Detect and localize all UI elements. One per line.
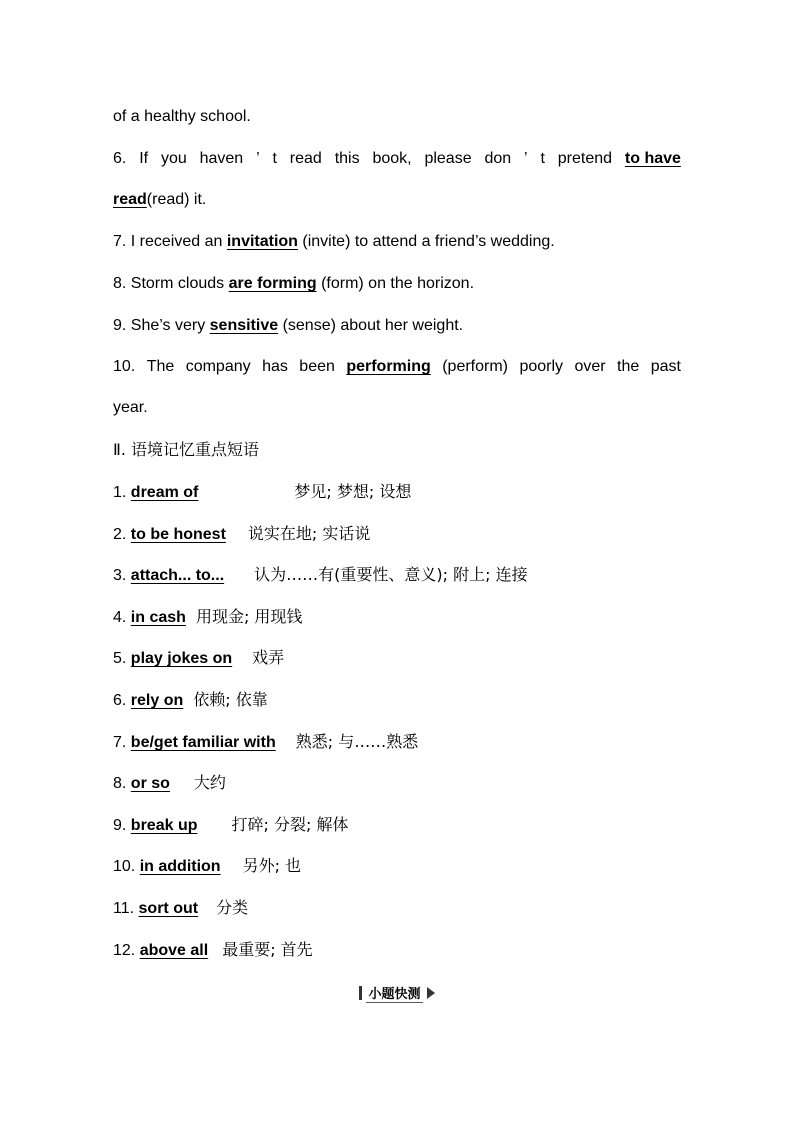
- section-title: Ⅱ. 语境记忆重点短语: [113, 440, 260, 459]
- exercise-line-continuation: of a healthy school.: [113, 108, 251, 125]
- answer-performing: performing: [346, 358, 431, 375]
- exercise-q10-line2: year.: [113, 399, 148, 416]
- exercise-q9: 9. She’s very sensitive (sense) about her weight.: [113, 317, 464, 334]
- exercise-q8: 8. Storm clouds are forming (form) on the horizon.: [113, 275, 475, 292]
- phrase-item: 4. in cash 用现金; 用现钱: [113, 607, 303, 626]
- phrase-item: 8. or so 大约: [113, 773, 226, 792]
- phrase-item: 9. break up 打碎; 分裂; 解体: [113, 815, 349, 834]
- right-triangle-icon: [427, 987, 435, 999]
- left-bar-icon: [359, 986, 362, 1000]
- phrase-item: 11. sort out 分类: [113, 898, 249, 917]
- phrase-item: 5. play jokes on 戏弄: [113, 648, 285, 667]
- phrase-item: 12. above all 最重要; 首先: [113, 940, 313, 959]
- phrase-item: 3. attach... to... 认为……有(重要性、意义); 附上; 连接: [113, 565, 528, 584]
- answer-read: read: [113, 191, 147, 208]
- answer-to-have: to have: [624, 150, 681, 167]
- phrase-item: 6. rely on 依赖; 依靠: [113, 690, 268, 709]
- phrase-item: 10. in addition 另外; 也: [113, 856, 302, 875]
- phrase-item: 7. be/get familiar with 熟悉; 与……熟悉: [113, 732, 419, 751]
- exercise-q10-line1: 10. The company has been performing (perform) poorly over the past: [113, 355, 681, 379]
- answer-invitation: invitation: [226, 233, 298, 250]
- exercise-q6-line2: read(read) it.: [113, 191, 207, 208]
- exercise-q6-line1: 6. If you haven ’ t read this book, please don ’ t pretend to have: [113, 147, 681, 171]
- exercise-q7: 7. I received an invitation (invite) to attend a friend’s wedding.: [113, 233, 555, 250]
- answer-are-forming: are forming: [228, 275, 317, 292]
- quick-quiz-marker: [0, 982, 794, 1004]
- phrase-item: 2. to be honest 说实在地; 实话说: [113, 524, 371, 543]
- phrase-item: 1. dream of 梦见; 梦想; 设想: [113, 482, 412, 501]
- quick-quiz-label: 小题快测: [366, 983, 422, 1003]
- answer-sensitive: sensitive: [209, 317, 279, 334]
